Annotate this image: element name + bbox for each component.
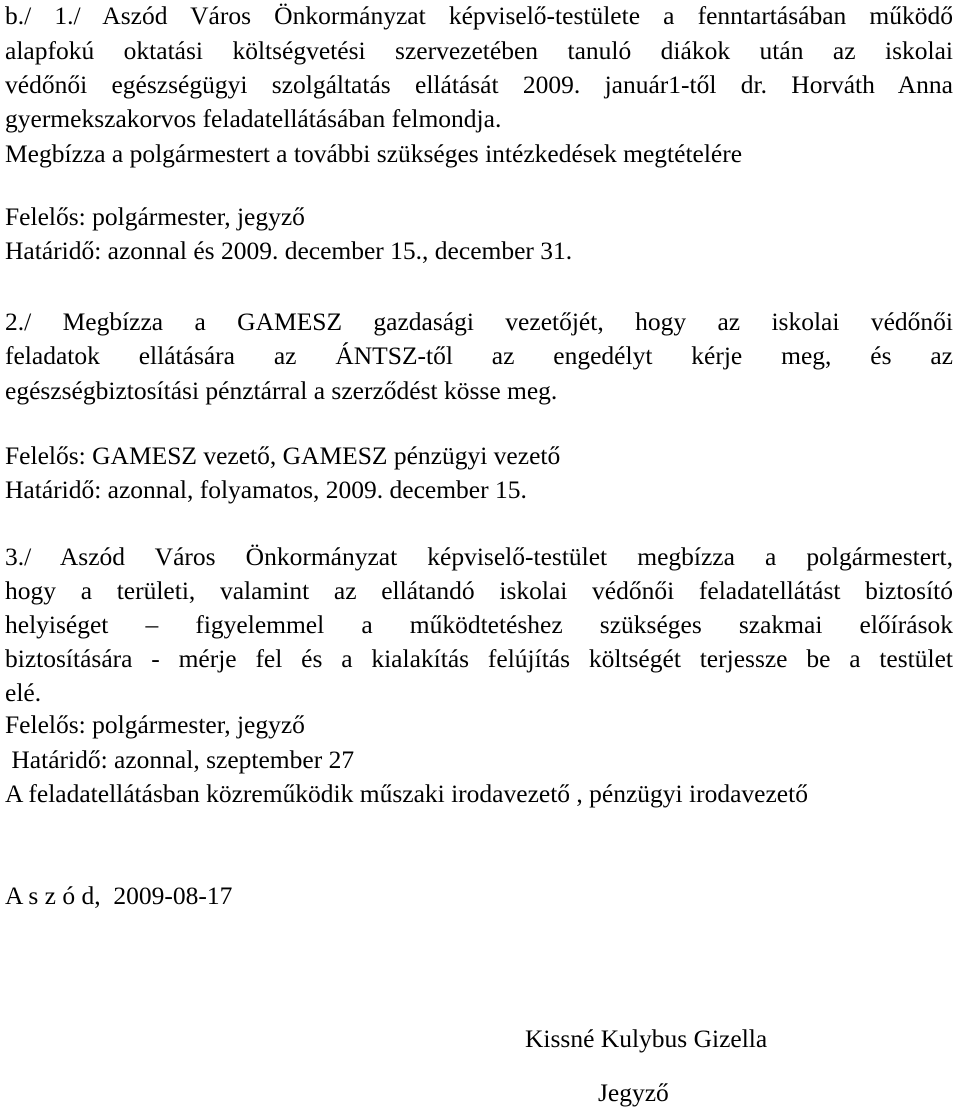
item-3-line-4: biztosítására - mérje fel és a kialakítás felújítás költségét terjessze be a testület — [5, 644, 953, 673]
item-3-deadline: Határidő: azonnal, szeptember 27 — [5, 745, 355, 774]
section-b-responsible: Felelős: polgármester, jegyző — [5, 202, 305, 231]
item-3-line-3: helyiséget – figyelemmel a működtetéshez szükséges szakmai előírások — [5, 610, 953, 639]
section-b-line-5: Megbízza a polgármestert a további szükséges intézkedések megtételére — [5, 139, 743, 168]
section-b-line-1: b./ 1./ Aszód Város Önkormányzat képviselő-testülete a fenntartásában működő — [5, 1, 953, 30]
signature-title: Jegyző — [598, 1078, 669, 1107]
item-2-line-2: feladatok ellátására az ÁNTSZ-től az engedélyt kérje meg, és az — [5, 341, 953, 370]
section-b-line-4: gyermekszakorvos feladatellátásában felmondja. — [5, 104, 502, 133]
item-3-line-1: 3./ Aszód Város Önkormányzat képviselő-testület megbízza a polgármestert, — [5, 542, 953, 571]
item-2-line-3: egészségbiztosítási pénztárral a szerződést kösse meg. — [5, 376, 558, 405]
item-3-responsible: Felelős: polgármester, jegyző — [5, 710, 305, 739]
section-b-line-3: védőnői egészségügyi szolgáltatás ellátását 2009. január1-től dr. Horváth Anna — [5, 70, 953, 99]
signature-name: Kissné Kulybus Gizella — [525, 1024, 768, 1053]
item-3-cooperation: A feladatellátásban közreműködik műszaki irodavezető , pénzügyi irodavezető — [5, 779, 808, 808]
place-date: A s z ó d, 2009-08-17 — [5, 881, 233, 910]
item-3-line-5: elé. — [5, 678, 42, 707]
section-b-deadline: Határidő: azonnal és 2009. december 15., december 31. — [5, 236, 573, 265]
item-2-responsible: Felelős: GAMESZ vezető, GAMESZ pénzügyi vezető — [5, 441, 561, 470]
section-b-line-2: alapfokú oktatási költségvetési szervezetében tanuló diákok után az iskolai — [5, 36, 953, 65]
item-2-line-1: 2./ Megbízza a GAMESZ gazdasági vezetőjét, hogy az iskolai védőnői — [5, 307, 953, 336]
item-2-deadline: Határidő: azonnal, folyamatos, 2009. december 15. — [5, 475, 527, 504]
item-3-line-2: hogy a területi, valamint az ellátandó iskolai védőnői feladatellátást biztosító — [5, 576, 953, 605]
